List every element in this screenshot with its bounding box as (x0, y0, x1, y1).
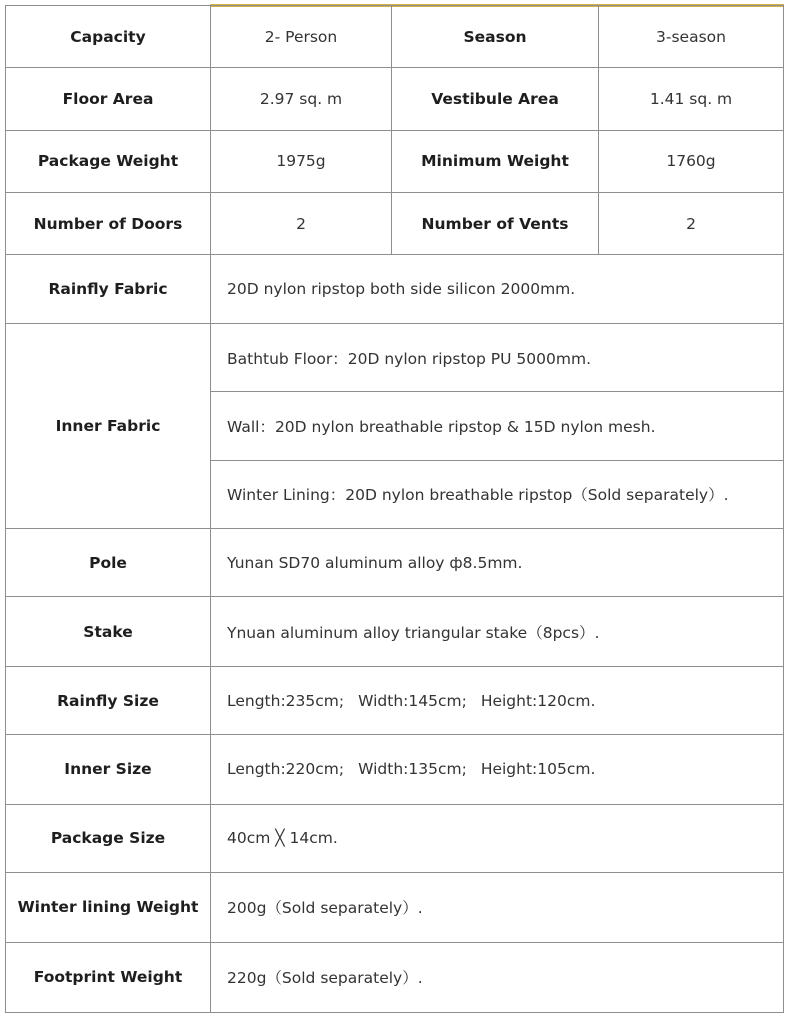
season-label: Season (392, 6, 599, 68)
stake-value: Ynuan aluminum alloy triangular stake（8pcs）. (211, 597, 784, 666)
season-value: 3-season (599, 6, 784, 68)
package-size-label: Package Size (6, 804, 211, 872)
inner-fabric-wall: Wall：20D nylon breathable ripstop & 15D nylon mesh. (211, 392, 784, 460)
spec-row-pole (6, 529, 784, 597)
winter-lining-weight-label: Winter lining Weight (6, 873, 211, 942)
rainfly-fabric-value: 20D nylon ripstop both side silicon 2000mm. (211, 255, 784, 323)
rainfly-height: Height:120cm. (480, 691, 596, 710)
spec-row-stake (6, 597, 784, 666)
spec-row-rainfly-fabric (6, 255, 784, 323)
spec-row-doors-vents (6, 193, 784, 255)
rainfly-fabric-label: Rainfly Fabric (6, 255, 211, 323)
spec-row-area (6, 68, 784, 130)
package-size-value: 40cm ╳ 14cm. (211, 804, 784, 872)
minimum-weight-value: 1760g (599, 130, 784, 192)
package-weight-value: 1975g (211, 130, 392, 192)
doors-label: Number of Doors (6, 193, 211, 255)
stake-label: Stake (6, 597, 211, 666)
winter-lining-weight-value: 200g（Sold separately）. (211, 873, 784, 942)
vents-value: 2 (599, 193, 784, 255)
floor-area-label: Floor Area (6, 68, 211, 130)
pole-label: Pole (6, 529, 211, 597)
rainfly-length: Length:235cm; (227, 691, 345, 710)
inner-size-label: Inner Size (6, 735, 211, 804)
spec-row-package-size (6, 804, 784, 872)
rainfly-size-value (211, 666, 784, 734)
doors-value: 2 (211, 193, 392, 255)
spec-row-rainfly-size (6, 666, 784, 734)
footprint-weight-label: Footprint Weight (6, 942, 211, 1013)
spec-row-inner-fabric (6, 323, 784, 391)
capacity-label: Capacity (6, 6, 211, 68)
spec-row-footprint-weight (6, 942, 784, 1013)
spec-row-capacity (6, 6, 784, 68)
inner-width: Width:135cm; (358, 760, 467, 779)
minimum-weight-label: Minimum Weight (392, 130, 599, 192)
floor-area-value: 2.97 sq. m (211, 68, 392, 130)
inner-height: Height:105cm. (480, 760, 596, 779)
footprint-weight-value: 220g（Sold separately）. (211, 942, 784, 1013)
rainfly-size-label: Rainfly Size (6, 666, 211, 734)
inner-fabric-label: Inner Fabric (6, 323, 211, 528)
rainfly-width: Width:145cm; (358, 691, 467, 710)
spec-row-winter-lining-weight (6, 873, 784, 942)
pole-value: Yunan SD70 aluminum alloy ф8.5mm. (211, 529, 784, 597)
spec-table (5, 5, 784, 1013)
spec-row-weight (6, 130, 784, 192)
vestibule-area-label: Vestibule Area (392, 68, 599, 130)
vents-label: Number of Vents (392, 193, 599, 255)
spec-row-inner-size (6, 735, 784, 804)
inner-fabric-floor: Bathtub Floor：20D nylon ripstop PU 5000mm. (211, 323, 784, 391)
inner-fabric-winter-lining: Winter Lining：20D nylon breathable ripstop（Sold separately）. (211, 460, 784, 528)
inner-size-value (211, 735, 784, 804)
package-weight-label: Package Weight (6, 130, 211, 192)
inner-length: Length:220cm; (227, 760, 345, 779)
vestibule-area-value: 1.41 sq. m (599, 68, 784, 130)
capacity-value: 2- Person (211, 6, 392, 68)
